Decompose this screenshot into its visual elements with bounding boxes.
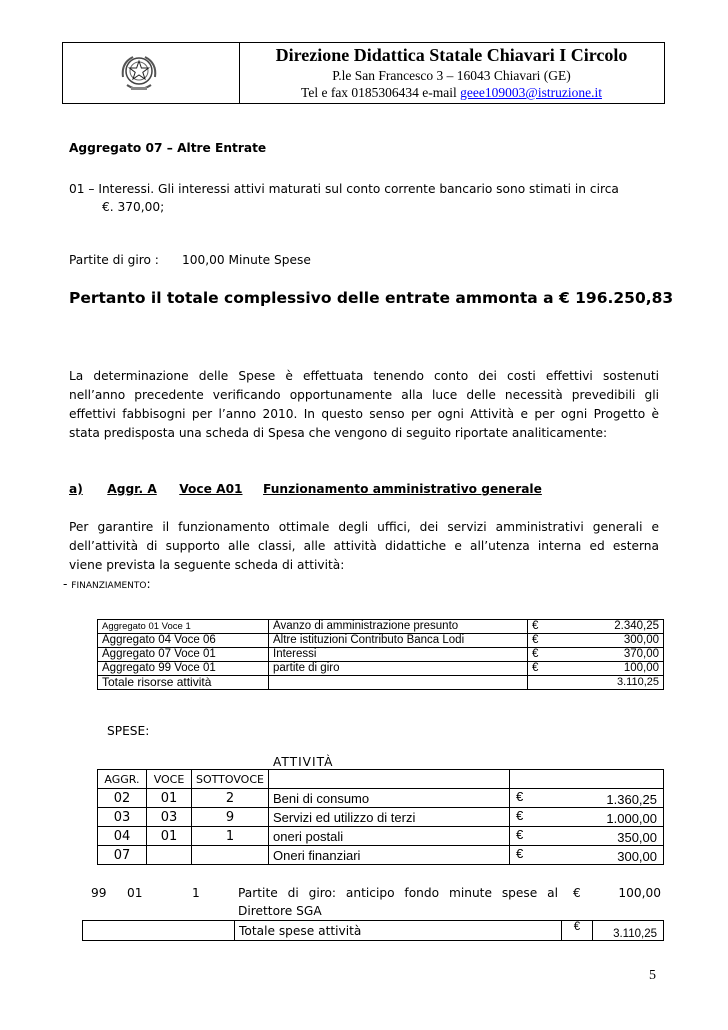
table-row [98,808,664,827]
interessi-line-1: 01 – Interessi. Gli interessi attivi maturati sul conto corrente bancario sono stimati in circa [69,182,619,196]
italian-republic-emblem-icon [119,49,159,97]
financing-currency: € [528,620,593,634]
row-sottovoce [192,846,269,865]
financing-code: Aggregato 99 Voce 01 [98,662,269,676]
row-sottovoce: 2 [192,789,269,808]
section-a-letter: a) [69,482,83,496]
row-currency: € [510,846,577,865]
email-link[interactable]: geee109003@istruzione.it [460,85,602,100]
partita-amount: 100,00 [618,886,661,900]
spese-paragraph-line-4: stata predisposta una scheda di Spesa che vengono di seguito riportate analiticamente: [69,426,608,440]
garantire-line-1: Per garantire il funzionamento ottimale degli uffici, dei servizi amministrativi generali e [69,520,659,534]
financing-amount: 300,00 [592,634,664,648]
spese-total-label: Totale spese attività [235,921,562,941]
section-a-voce: Voce A01 [179,482,243,496]
row-currency: € [510,808,577,827]
spese-total-currency: € [562,921,593,941]
partita-desc-line-2: Direttore SGA [238,904,322,918]
totale-entrate: Pertanto il totale complessivo delle entrate ammonta a € 196.250,83 [69,289,674,307]
financing-table [97,619,664,690]
total-empty-cell [83,921,235,941]
finanziamento-heading [63,577,151,591]
institution-name: Direzione Didattica Statale Chiavari I Circolo [275,45,628,65]
header-voce: VOCE [147,770,192,789]
row-currency: € [510,827,577,846]
financing-amount: 100,00 [592,662,664,676]
spese-table [97,769,664,865]
financing-total-amount: 3.110,25 [592,676,664,690]
table-row [98,846,664,865]
table-row [98,620,664,634]
spese-total-amount: 3.110,25 [593,921,664,941]
financing-currency: € [528,634,593,648]
interessi-line-2: €. 370,00; [102,200,165,214]
row-desc: Servizi ed utilizzo di terzi [269,808,510,827]
contact-phone: Tel e fax 0185306434 e-mail [301,85,461,100]
row-voce: 01 [147,827,192,846]
table-row [98,634,664,648]
section-a-title: Funzionamento amministrativo generale [263,482,542,496]
financing-total-empty [269,676,528,690]
finanziamento-colon: : [146,577,151,591]
row-desc: Beni di consumo [269,789,510,808]
header-amount-empty [576,770,664,789]
row-sottovoce: 9 [192,808,269,827]
row-aggr: 03 [98,808,147,827]
table-header-row [98,770,664,789]
partite-value: 100,00 Minute Spese [182,253,311,267]
partite-label: Partite di giro : [69,253,159,267]
finanziamento-label: FINANZIAMENTO [71,581,147,591]
financing-total-currency-empty [528,676,593,690]
attivita-label: ATTIVITÀ [273,755,334,769]
header-desc-empty [269,770,510,789]
table-row [98,789,664,808]
row-amount: 350,00 [576,827,664,846]
partita-desc-line-1: Partite di giro: anticipo fondo minute spese al [238,886,558,900]
table-row-total [83,921,664,941]
row-currency: € [510,789,577,808]
row-amount: 1.360,25 [576,789,664,808]
table-row [98,648,664,662]
financing-currency: € [528,648,593,662]
garantire-line-2: dell’attività di supporto alle classi, alle attività didattiche e all’utenza interna ed esterna [69,539,659,553]
row-aggr: 07 [98,846,147,865]
spese-paragraph-line-3: effettivi fabbisogni per l’anno 2010. In questo senso per ogni Attività e per ogni Progetto è [69,407,659,421]
row-amount: 300,00 [576,846,664,865]
row-voce: 01 [147,789,192,808]
partita-aggr: 99 [91,886,107,900]
row-voce [147,846,192,865]
aggregato-title: Aggregato 07 – Altre Entrate [69,141,267,155]
row-desc: Oneri finanziari [269,846,510,865]
financing-amount: 370,00 [592,648,664,662]
row-amount: 1.000,00 [576,808,664,827]
row-desc: oneri postali [269,827,510,846]
financing-amount: 2.340,25 [592,620,664,634]
spese-paragraph-line-2: nell’anno precedente verificando opportunamente alla luce delle necessità prevedibili gli [69,388,659,402]
institution-address: P.le San Francesco 3 – 16043 Chiavari (GE) [332,68,571,83]
table-row [98,662,664,676]
partita-sottovoce: 1 [192,886,200,900]
header-sottovoce: SOTTOVOCE [192,770,269,789]
finanziamento-dash: - [63,577,72,591]
row-voce: 03 [147,808,192,827]
header-aggr: AGGR. [98,770,147,789]
section-a-heading [69,482,542,496]
header-cur-empty [510,770,577,789]
spese-paragraph-line-1: La determinazione delle Spese è effettuata tenendo conto dei costi effettivi sostenuti [69,369,659,383]
financing-currency: € [528,662,593,676]
institution-contact [239,85,664,101]
page-number: 5 [649,968,656,983]
financing-desc: Avanzo di amministrazione presunto [269,620,528,634]
letterhead [62,42,665,104]
table-row-total [98,676,664,690]
financing-desc: Interessi [269,648,528,662]
spese-label: SPESE: [107,724,150,738]
financing-desc: partite di giro [269,662,528,676]
financing-desc: Altre istituzioni Contributo Banca Lodi [269,634,528,648]
row-sottovoce: 1 [192,827,269,846]
section-a-aggr: Aggr. A [107,482,157,496]
row-aggr: 02 [98,789,147,808]
financing-code: Aggregato 01 Voce 1 [98,620,269,634]
garantire-line-3: viene prevista la seguente scheda di attività: [69,558,345,572]
partita-voce: 01 [127,886,143,900]
row-aggr: 04 [98,827,147,846]
financing-total-label: Totale risorse attività [98,676,269,690]
table-row [98,827,664,846]
emblem-cell [63,43,240,103]
spese-total-table [82,920,664,941]
financing-code: Aggregato 04 Voce 06 [98,634,269,648]
financing-code: Aggregato 07 Voce 01 [98,648,269,662]
partita-currency: € [573,886,581,900]
